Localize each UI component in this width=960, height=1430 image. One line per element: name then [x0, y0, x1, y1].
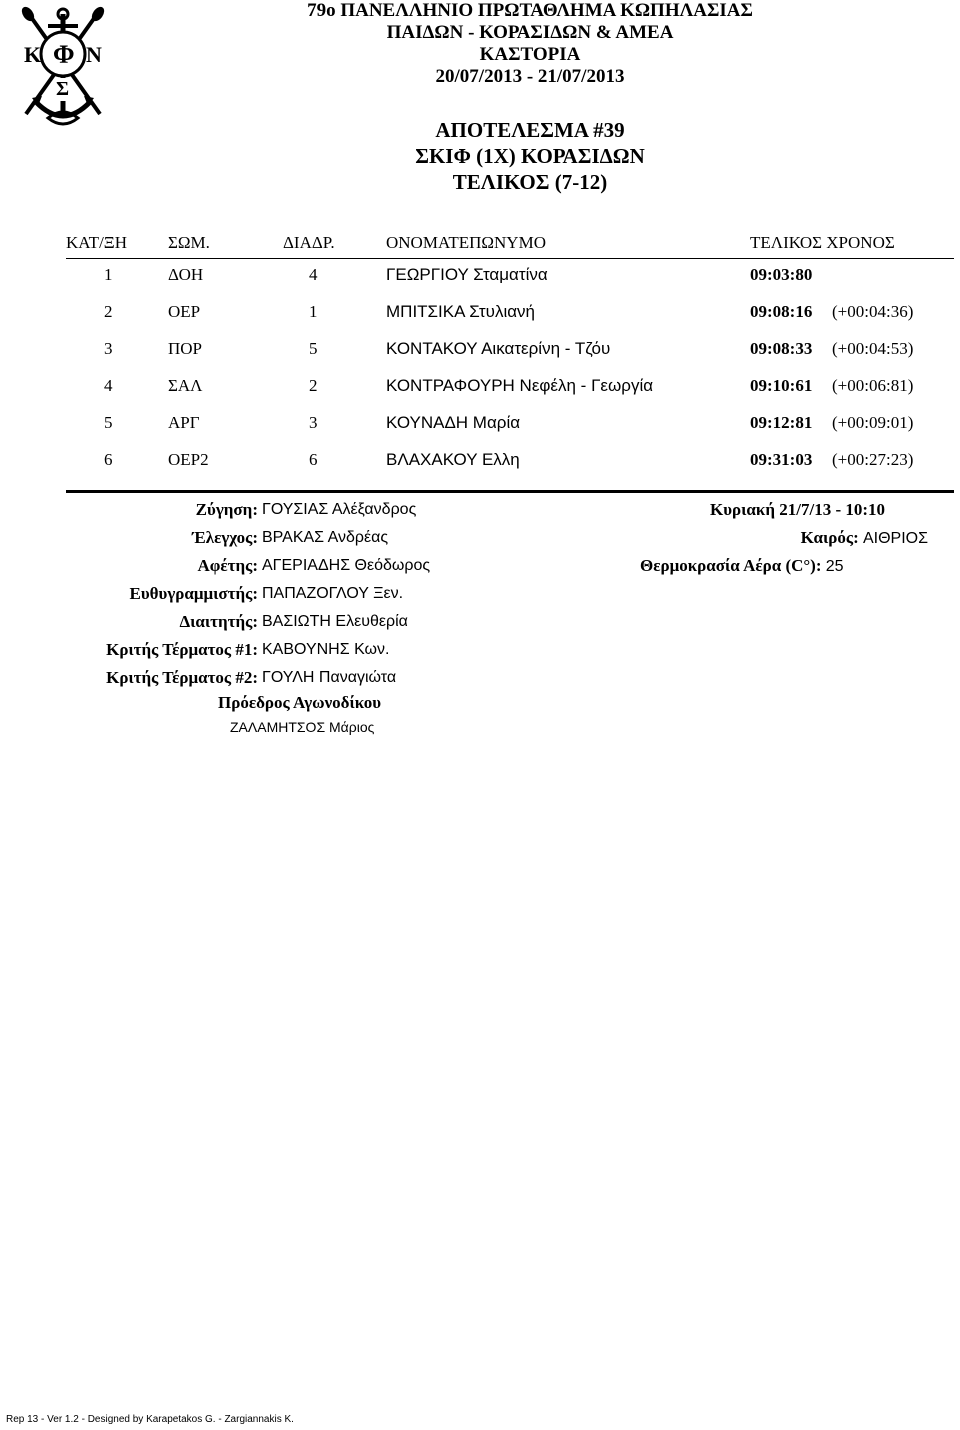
venue: ΚΑΣΤΟΡΙΑ — [479, 44, 581, 65]
row-name: ΚΟΥΝΑΔΗ Μαρία — [386, 413, 521, 432]
temperature-info — [640, 556, 844, 576]
race-datetime: Κυριακή 21/7/13 - 10:10 — [710, 500, 886, 519]
row-lane: 4 — [309, 265, 318, 284]
row-time: 09:03:80 — [750, 265, 813, 284]
results-divider — [66, 490, 954, 493]
table-row — [0, 450, 960, 478]
row-club: ΔΟΗ — [168, 265, 204, 284]
row-club: ΑΡΓ — [168, 413, 200, 432]
row-lane: 2 — [309, 376, 318, 395]
row-position: 2 — [104, 302, 113, 321]
row-lane: 3 — [309, 413, 318, 432]
row-position: 6 — [104, 450, 113, 469]
row-diff: (+00:04:53) — [832, 339, 914, 358]
table-row — [0, 265, 960, 293]
table-row — [0, 376, 960, 404]
president-name: ΖΑΛΑΜΗΤΣΟΣ Μάριος — [230, 719, 375, 735]
col-position-header: ΚΑΤ/ΞΗ — [66, 233, 128, 252]
official-label: Αφέτης: — [197, 556, 258, 575]
weather-value: ΑΙΘΡΙΟΣ — [862, 530, 928, 547]
row-position: 5 — [104, 413, 113, 432]
header-divider — [66, 258, 954, 259]
row-position: 3 — [104, 339, 113, 358]
temperature-value: 25 — [825, 558, 844, 575]
row-time: 09:31:03 — [750, 450, 813, 469]
row-club: ΟΕΡ — [168, 302, 201, 321]
row-diff: (+00:04:36) — [832, 302, 914, 321]
official-value: ΚΑΒΟΥΝΗΣ Κων. — [262, 641, 390, 658]
row-name: ΜΠΙΤΣΙΚΑ Στυλιανή — [386, 302, 536, 321]
row-diff: (+00:27:23) — [832, 450, 914, 469]
category-title: ΠΑΙΔΩΝ - ΚΟΡΑΣΙΔΩΝ & ΑΜΕΑ — [386, 22, 674, 43]
official-value: ΒΡΑΚΑΣ Ανδρέας — [262, 529, 389, 546]
weather-info — [801, 528, 928, 548]
row-position: 1 — [104, 265, 113, 284]
official-label: Ευθυγραμμιστής: — [129, 584, 258, 603]
official-label: Έλεγχος: — [192, 528, 258, 547]
official-label: Κριτής Τέρματος #2: — [106, 668, 258, 687]
boat-class: ΣΚΙΦ (1Χ) ΚΟΡΑΣΙΔΩΝ — [415, 144, 645, 168]
row-name: ΒΛΑΧΑΚΟΥ Ελλη — [386, 450, 520, 469]
col-lane-header: ΔΙΑΔΡ. — [283, 233, 335, 252]
col-name-header: ΟΝΟΜΑΤΕΠΩΝΥΜΟ — [386, 233, 546, 252]
row-club: ΣΑΛ — [168, 376, 203, 395]
row-name: ΓΕΩΡΓΙΟΥ Σταματίνα — [386, 265, 548, 284]
row-club: ΟΕΡ2 — [168, 450, 209, 469]
logo-letter-k: Κ — [24, 42, 42, 67]
official-value: ΠΑΠΑΖΟΓΛΟΥ Ξεν. — [262, 585, 404, 602]
race-block — [270, 117, 790, 195]
official-label: Κριτής Τέρματος #1: — [106, 640, 258, 659]
championship-title: 79ο ΠΑΝΕΛΛΗΝΙΟ ΠΡΩΤΑΘΛΗΜΑ ΚΩΠΗΛΑΣΙΑΣ — [307, 0, 753, 21]
logo-letter-phi: Φ — [53, 40, 75, 69]
logo-letter-sigma: Σ — [56, 78, 70, 100]
table-row — [0, 302, 960, 330]
row-time: 09:12:81 — [750, 413, 813, 432]
row-time: 09:08:33 — [750, 339, 813, 358]
col-time-header: ΤΕΛΙΚΟΣ ΧΡΟΝΟΣ — [750, 233, 895, 252]
row-time: 09:10:61 — [750, 376, 813, 395]
row-diff: (+00:06:81) — [832, 376, 914, 395]
president-title: Πρόεδρος Αγωνοδίκου — [218, 693, 382, 712]
race-phase: ΤΕΛΙΚΟΣ (7-12) — [452, 170, 608, 194]
row-lane: 1 — [309, 302, 318, 321]
result-number: ΑΠΟΤΕΛΕΣΜΑ #39 — [435, 118, 625, 142]
logo-letter-n: Ν — [86, 42, 102, 67]
temperature-label: Θερμοκρασία Αέρα (C°): — [640, 556, 822, 575]
official-value: ΒΑΣΙΩΤΗ Ελευθερία — [262, 613, 408, 630]
table-row — [0, 339, 960, 367]
row-time: 09:08:16 — [750, 302, 813, 321]
header-block — [270, 0, 790, 88]
row-lane: 5 — [309, 339, 318, 358]
date-range: 20/07/2013 - 21/07/2013 — [435, 66, 625, 87]
table-row — [0, 413, 960, 441]
row-position: 4 — [104, 376, 113, 395]
col-club-header: ΣΩΜ. — [168, 233, 210, 252]
official-label: Διαιτητής: — [179, 612, 258, 631]
row-name: ΚΟΝΤΑΚΟΥ Αικατερίνη - Τζόυ — [386, 339, 611, 358]
weather-label: Καιρός: — [800, 528, 859, 547]
row-name: ΚΟΝΤΡΑΦΟΥΡΗ Νεφέλη - Γεωργία — [386, 376, 654, 395]
footer-credit: Rep 13 - Ver 1.2 - Designed by Karapetakos G. - Zargiannakis K. — [6, 1414, 294, 1425]
official-value: ΓΟΥΣΙΑΣ Αλέξανδρος — [262, 501, 417, 518]
row-club: ΠΟΡ — [168, 339, 203, 358]
row-lane: 6 — [309, 450, 318, 469]
official-value: ΓΟΥΛΗ Παναγιώτα — [262, 669, 397, 686]
row-diff: (+00:09:01) — [832, 413, 914, 432]
official-value: ΑΓΕΡΙΑΔΗΣ Θεόδωρος — [262, 557, 431, 574]
official-label: Ζύγηση: — [195, 500, 258, 519]
federation-logo — [18, 6, 108, 132]
